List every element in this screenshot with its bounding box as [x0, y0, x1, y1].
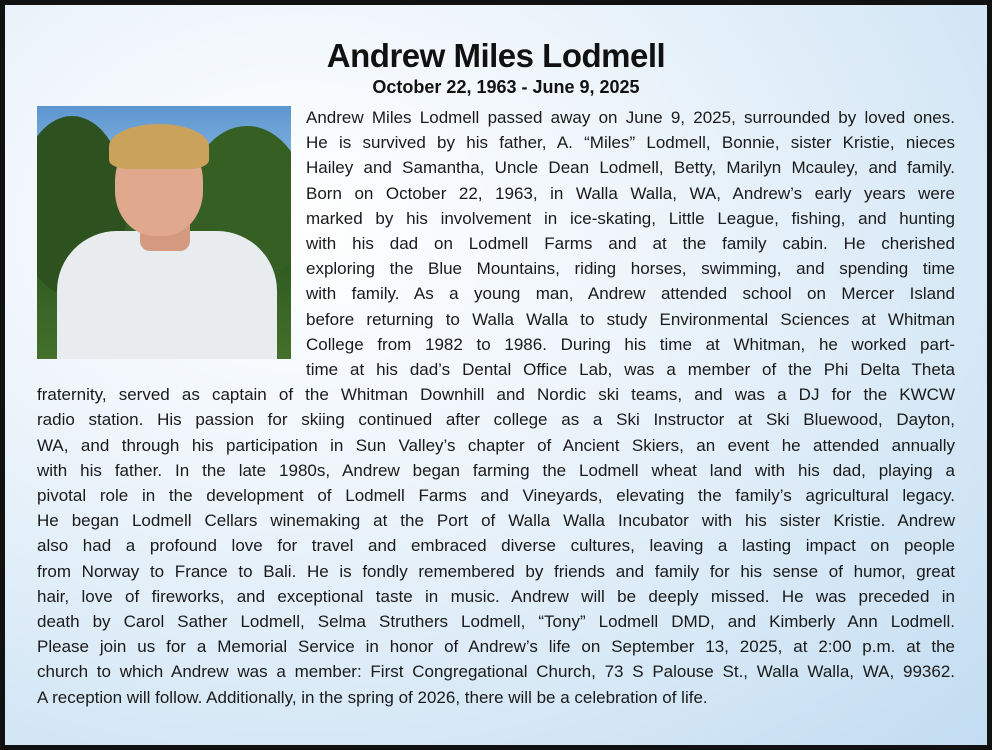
body-line: time at his dad’s Dental Office Lab, was a member of the Phi Delta Theta — [306, 360, 955, 379]
obituary-dates: October 22, 1963 - June 9, 2025 — [372, 77, 640, 97]
body-line: Please join us for a Memorial Service in honor of Andrew’s life on September 13, 2025, at 2:00 p.m. at the — [37, 637, 955, 657]
body-line: death by Carol Sather Lodmell, Selma Struthers Lodmell, “Tony” Lodmell DMD, and Kimberly Ann Lodmell. — [37, 612, 955, 631]
body-line: He is survived by his father, A. “Miles” Lodmell, Bonnie, sister Kristie, nieces — [306, 133, 955, 153]
body-line: WA, and through his participation in Sun Valley’s chapter of Ancient Skiers, an event he attended annually — [37, 435, 955, 455]
body-line: with family. As a young man, Andrew attended school on Mercer Island — [306, 284, 955, 304]
portrait-photo — [37, 106, 291, 359]
body-line: fraternity, served as captain of the Whitman Downhill and Nordic ski teams, and was a DJ for the KWCW — [37, 385, 955, 405]
body-line: College from 1982 to 1986. During his time at Whitman, he worked part- — [306, 334, 955, 354]
body-line: exploring the Blue Mountains, riding horses, swimming, and spending time — [306, 259, 955, 279]
body-line: He began Lodmell Cellars winemaking at the Port of Walla Walla Incubator with his sister Kristie. Andrew — [37, 511, 955, 531]
obituary-card — [5, 5, 987, 745]
body-line: A reception will follow. Additionally, in the spring of 2026, there will be a celebration of life. — [37, 687, 708, 707]
body-line: hair, love of fireworks, and exceptional taste in music. Andrew will be deeply missed. He was preceded in — [37, 586, 955, 606]
body-line: pivotal role in the development of Lodmell Farms and Vineyards, elevating the family’s agricultural legacy. — [37, 486, 955, 505]
body-line: with his dad on Lodmell Farms and at the family cabin. He cherished — [306, 234, 955, 253]
body-line: with his father. In the late 1980s, Andrew began farming the Lodmell wheat land with his dad, playing a — [37, 460, 955, 480]
body-line: marked by his involvement in ice-skating, Little League, fishing, and hunting — [306, 208, 955, 228]
obituary-name: Andrew Miles Lodmell — [326, 37, 666, 74]
body-line: church to which Andrew was a member: First Congregational Church, 73 S Palouse St., Walla Walla, WA, 99362. — [37, 662, 955, 682]
body-line: before returning to Walla Walla to study Environmental Sciences at Whitman — [306, 309, 955, 329]
body-line: radio station. His passion for skiing continued after college as a Ski Instructor at Ski Bluewood, Dayton, — [37, 410, 955, 430]
body-line: also had a profound love for travel and embraced diverse cultures, leaving a lasting impact on people — [37, 536, 955, 556]
body-line: Andrew Miles Lodmell passed away on June 9, 2025, surrounded by loved ones. — [306, 108, 955, 127]
body-line: Born on October 22, 1963, in Walla Walla, WA, Andrew’s early years were — [306, 183, 955, 203]
body-line: from Norway to France to Bali. He is fondly remembered by friends and family for his sense of humor, great — [37, 561, 955, 581]
body-line: Hailey and Samantha, Uncle Dean Lodmell, Betty, Marilyn Mcauley, and family. — [306, 158, 955, 178]
